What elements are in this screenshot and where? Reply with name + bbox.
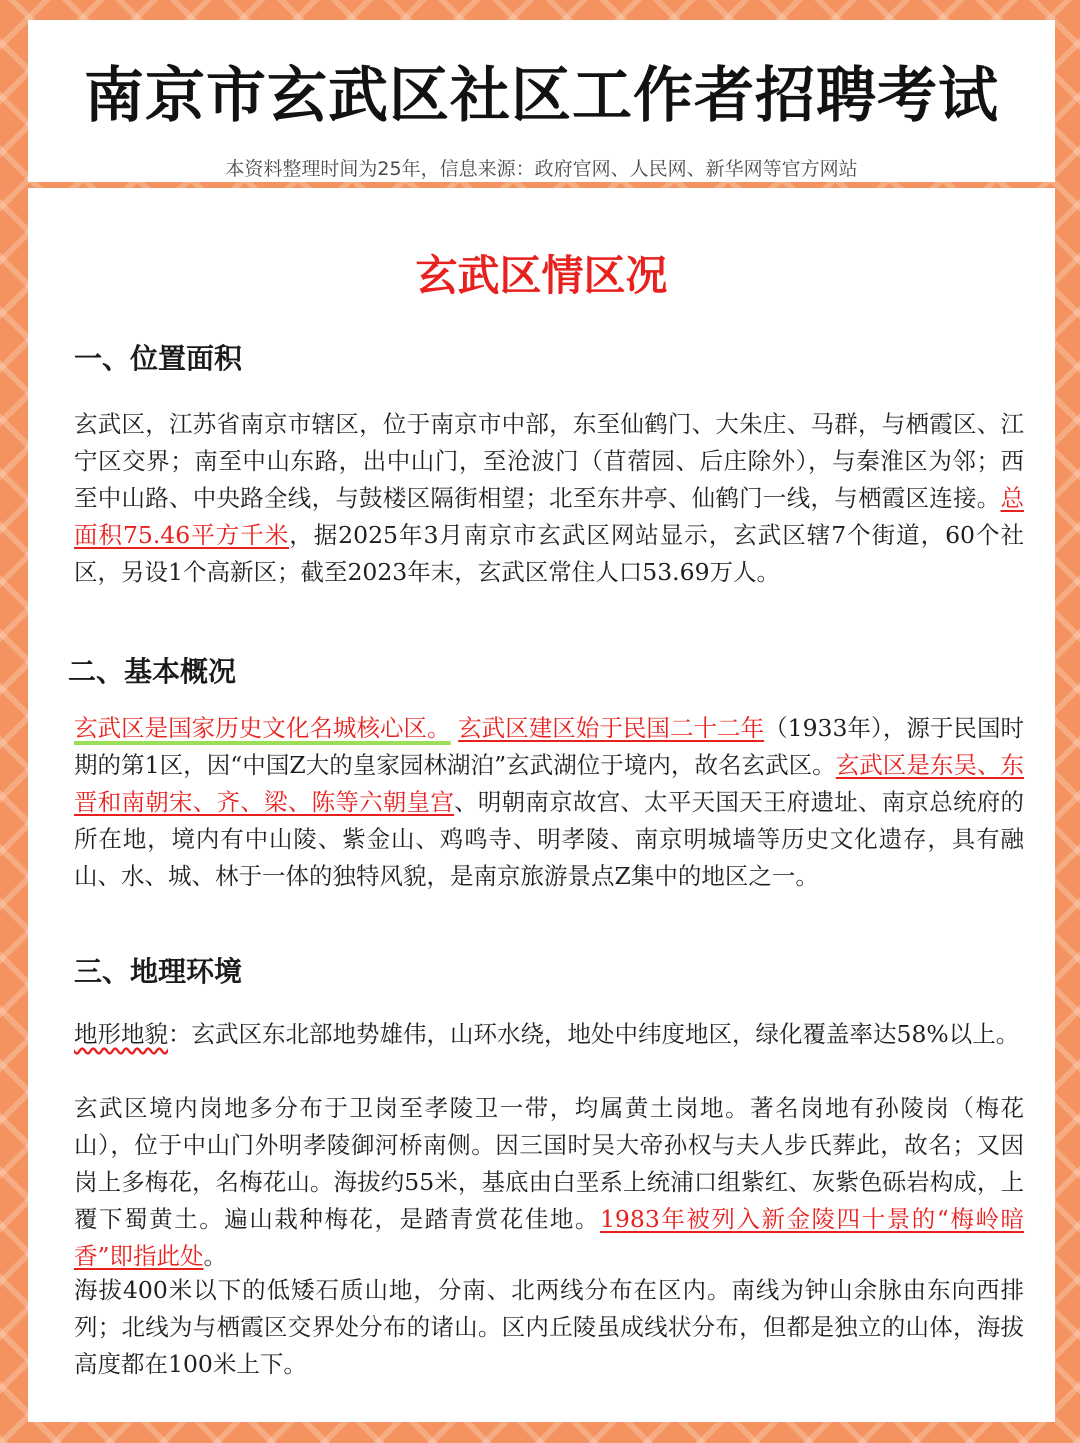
text-span: 玄武区境内岗地多分布于卫岗至孝陵卫一带，均属黄土岗地。著名岗地有孙陵岗（梅花山），位于中山门外明孝陵御河桥南侧。因三国时吴大帝孙权与夫人步氏葬此，故名；又因岗上多梅花，名梅花山。海拔约55米，基底由白垩系上统浦口组紫红、灰紫色砾岩构成，上覆下蜀黄土。遍山栽种梅花，是踏青赏花佳地。 [74,1094,1024,1233]
text-span: 、明朝南京故宫、太平天国天王府遗址、南京总统府的所在地，境内有中山陵、紫金山、鸡鸣寺、明孝陵、南京明城墙等历史文化遗存，具有融山、水、城、林于一体的独特风貌，是南京旅游景点Z集中的地区之一。 [74,788,1025,890]
highlight-plum-ridge: 1983年被列入新金陵四十景的“梅岭暗香”即指此处 [74,1205,1025,1270]
section-heading-geography: 三、地理环境 [74,955,243,988]
section-overview-paragraph [74,710,1024,895]
section-location-paragraph [74,406,1024,591]
highlight-six-dynasties: 玄武区是东吴、东晋和南朝宋、齐、梁、陈等六朝皇宫 [74,751,1025,816]
text-span: （1933年），源于民国时期的第1区，因“中国Z大的皇家园林湖泊”玄武湖位于境内，故名玄武区。 [74,714,1025,779]
header-card [28,20,1055,182]
text-span: 。 [203,1242,228,1270]
section-heading-location: 一、位置面积 [74,342,243,375]
text-span: ：玄武区东北部地势雄伟，山环水绕，地处中纬度地区，绿化覆盖率达58%以上。 [168,1020,1020,1048]
section-geography-paragraph-3: 海拔400米以下的低矮石质山地，分南、北两线分布在区内。南线为钟山余脉由东向西排列；北线为与栖霞区交界处分布的诸山。区内丘陵虽成线状分布，但都是独立的山体，海拔高度都在100米上下。 [74,1276,1024,1378]
section-geography-paragraph-1 [74,1016,1024,1053]
highlight-founding: 玄武区建区始于民国二十二年 [458,714,765,742]
highlight-core-district: 玄武区是国家历史文化名城核心区。 [74,714,451,742]
text-span: ，据2025年3月南京市玄武区网站显示，玄武区辖7个街道，60个社区，另设1个高新区；截至2023年末，玄武区常住人口53.69万人。 [74,521,1024,586]
source-note: 本资料整理时间为25年，信息来源：政府官网、人民网、新华网等官方网站 [225,158,858,180]
label-terrain: 地形地貌 [74,1020,168,1048]
page-title: 玄武区情区况 [415,251,668,300]
section-heading-overview: 二、基本概况 [68,655,237,688]
highlight-total-area: 总面积75.46平方千米 [74,484,1024,549]
main-title: 南京市玄武区社区工作者招聘考试 [84,61,999,131]
text-span [451,714,459,742]
content-card [28,188,1055,1422]
section-geography-paragraph-2 [74,1090,1024,1275]
text-span: 玄武区，江苏省南京市辖区，位于南京市中部，东至仙鹤门、大朱庄、马群，与栖霞区、江宁区交界；南至中山东路，出中山门，至沧波门（苜蓿园、后庄除外），与秦淮区为邻；西至中山路、中央路全线，与鼓楼区隔街相望；北至东井亭、仙鹤门一线，与栖霞区连接。 [74,410,1024,512]
